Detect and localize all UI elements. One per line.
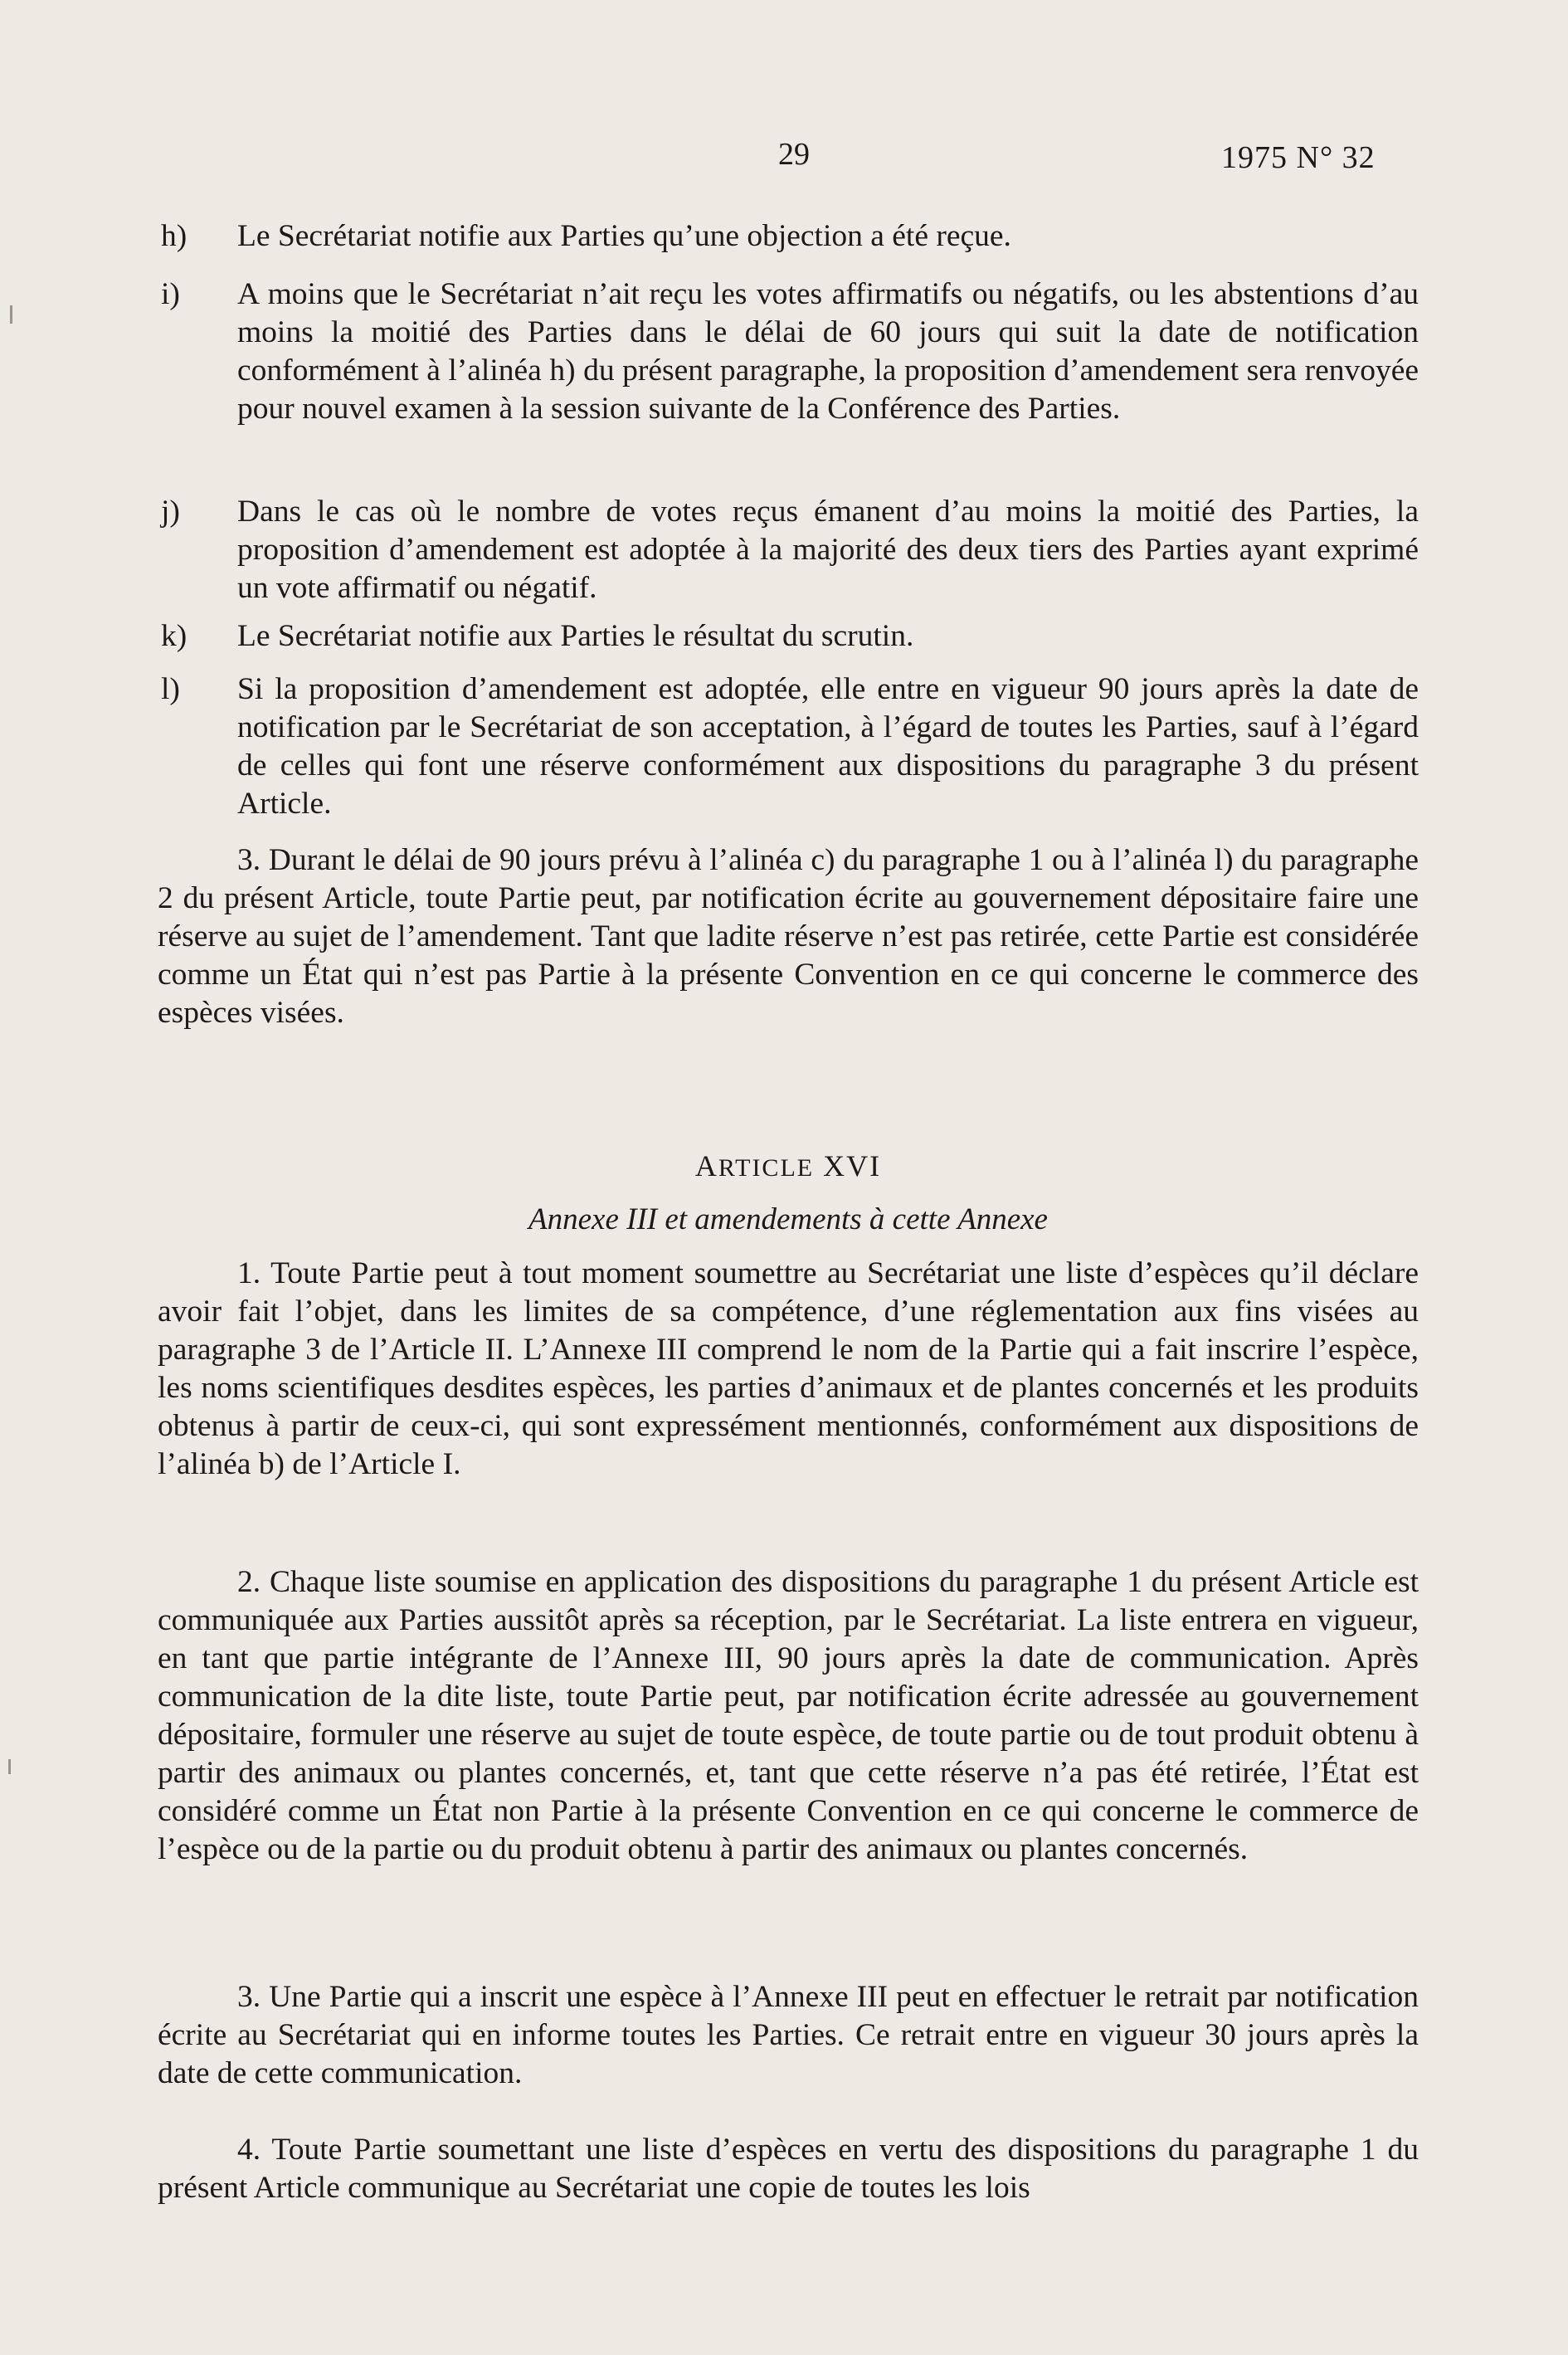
page-edge-mark	[10, 305, 12, 324]
list-item-h	[161, 217, 1419, 256]
item-label: i)	[161, 277, 180, 311]
list-item-j	[161, 493, 1419, 607]
item-text: Le Secrétariat notifie aux Parties qu’une objection a été reçue.	[237, 219, 1011, 253]
item-label: h)	[161, 219, 187, 253]
paragraph-2: 2. Chaque liste soumise en application des dispositions du paragraphe 1 du présent Article est communiquée aux Parties aussitôt après sa réception, par le Secrétariat. La liste entrera en vigueur, en tant que partie intégrante de l’Annexe III, 90 jours après la date de communication. Après communication de la dite liste, toute Partie peut, par notification écrite adressée au gouvernement dépositaire, formuler une réserve au sujet de toute espèce, de toute partie ou de tout produit obtenu à partir des animaux ou plantes concernés, et, tant que cette réserve n’a pas été retirée, l’État est considéré comme un État non Partie à la présente Convention en ce qui concerne le commerce de l’espèce ou de la partie ou du produit obtenu à partir des animaux ou plantes concernés.	[158, 1565, 1419, 1866]
item-label: j)	[161, 495, 180, 529]
item-text: Le Secrétariat notifie aux Parties le résultat du scrutin.	[237, 619, 914, 653]
article-number: XVI	[823, 1149, 882, 1182]
article-title	[158, 1148, 1419, 1183]
item-text: A moins que le Secrétariat n’ait reçu les votes affirmatifs ou négatifs, ou les abstentions d’au moins la moitié des Parties dans le délai de 60 jours qui suit la date de notification conformément à l’alinéa h) du présent paragraphe, la proposition d’amendement sera renvoyée pour nouvel examen à la session suivante de la Conférence des Parties.	[237, 277, 1419, 426]
item-label: l)	[161, 672, 180, 706]
list-item-l	[161, 670, 1419, 823]
paragraph-3: 3. Une Partie qui a inscrit une espèce à l’Annexe III peut en effectuer le retrait par notification écrite au Secrétariat qui en informe toutes les Parties. Ce retrait entre en vigueur 30 jours après la date de cette communication.	[158, 1980, 1419, 2090]
list-item-i	[161, 275, 1419, 428]
paragraph-4: 4. Toute Partie soumettant une liste d’espèces en vertu des dispositions du paragraphe 1 du présent Article communique au Secrétariat une copie de toutes les lois	[158, 2133, 1419, 2205]
article-word-rest: RTICLE	[718, 1154, 815, 1182]
item-text: Dans le cas où le nombre de votes reçus émanent d’au moins la moitié des Parties, la proposition d’amendement est adoptée à la majorité des deux tiers des Parties ayant exprimé un vote affirmatif ou négatif.	[237, 495, 1419, 605]
item-text: Si la proposition d’amendement est adoptée, elle entre en vigueur 90 jours après la date de notification par le Secrétariat de son acceptation, à l’égard de toutes les Parties, sauf à l’égard de celles qui font une réserve conformément aux dispositions du paragraphe 3 du présent Article.	[237, 672, 1419, 821]
page-edge-mark	[8, 1759, 11, 1774]
paragraph-3-reservations: 3. Durant le délai de 90 jours prévu à l’alinéa c) du paragraphe 1 ou à l’alinéa l) du paragraphe 2 du présent Article, toute Partie peut, par notification écrite au gouvernement dépositaire faire une réserve au sujet de l’amendement. Tant que ladite réserve n’est pas retirée, cette Partie est considérée comme un État qui n’est pas Partie à la présente Convention en ce qui concerne le commerce des espèces visées.	[158, 843, 1419, 1030]
document-reference: 1975 N° 32	[1221, 140, 1376, 175]
item-label: k)	[161, 619, 187, 653]
paragraph-1: 1. Toute Partie peut à tout moment soumettre au Secrétariat une liste d’espèces qu’il déclare avoir fait l’objet, dans les limites de sa compétence, d’une réglementation aux fins visées au paragraphe 3 de l’Article II. L’Annexe III comprend le nom de la Partie qui a fait inscrire l’espèce, les noms scientifiques desdites espèces, les parties d’animaux et de plantes concernés et les produits obtenus à partir de ceux-ci, qui sont expressément mentionnés, conformément aux dispositions de l’alinéa b) de l’Article I.	[158, 1256, 1419, 1481]
list-item-k	[161, 617, 1419, 656]
page-number: 29	[778, 137, 810, 172]
article-word-initial: A	[694, 1149, 718, 1182]
article-subtitle: Annexe III et amendements à cette Annexe	[528, 1202, 1048, 1236]
